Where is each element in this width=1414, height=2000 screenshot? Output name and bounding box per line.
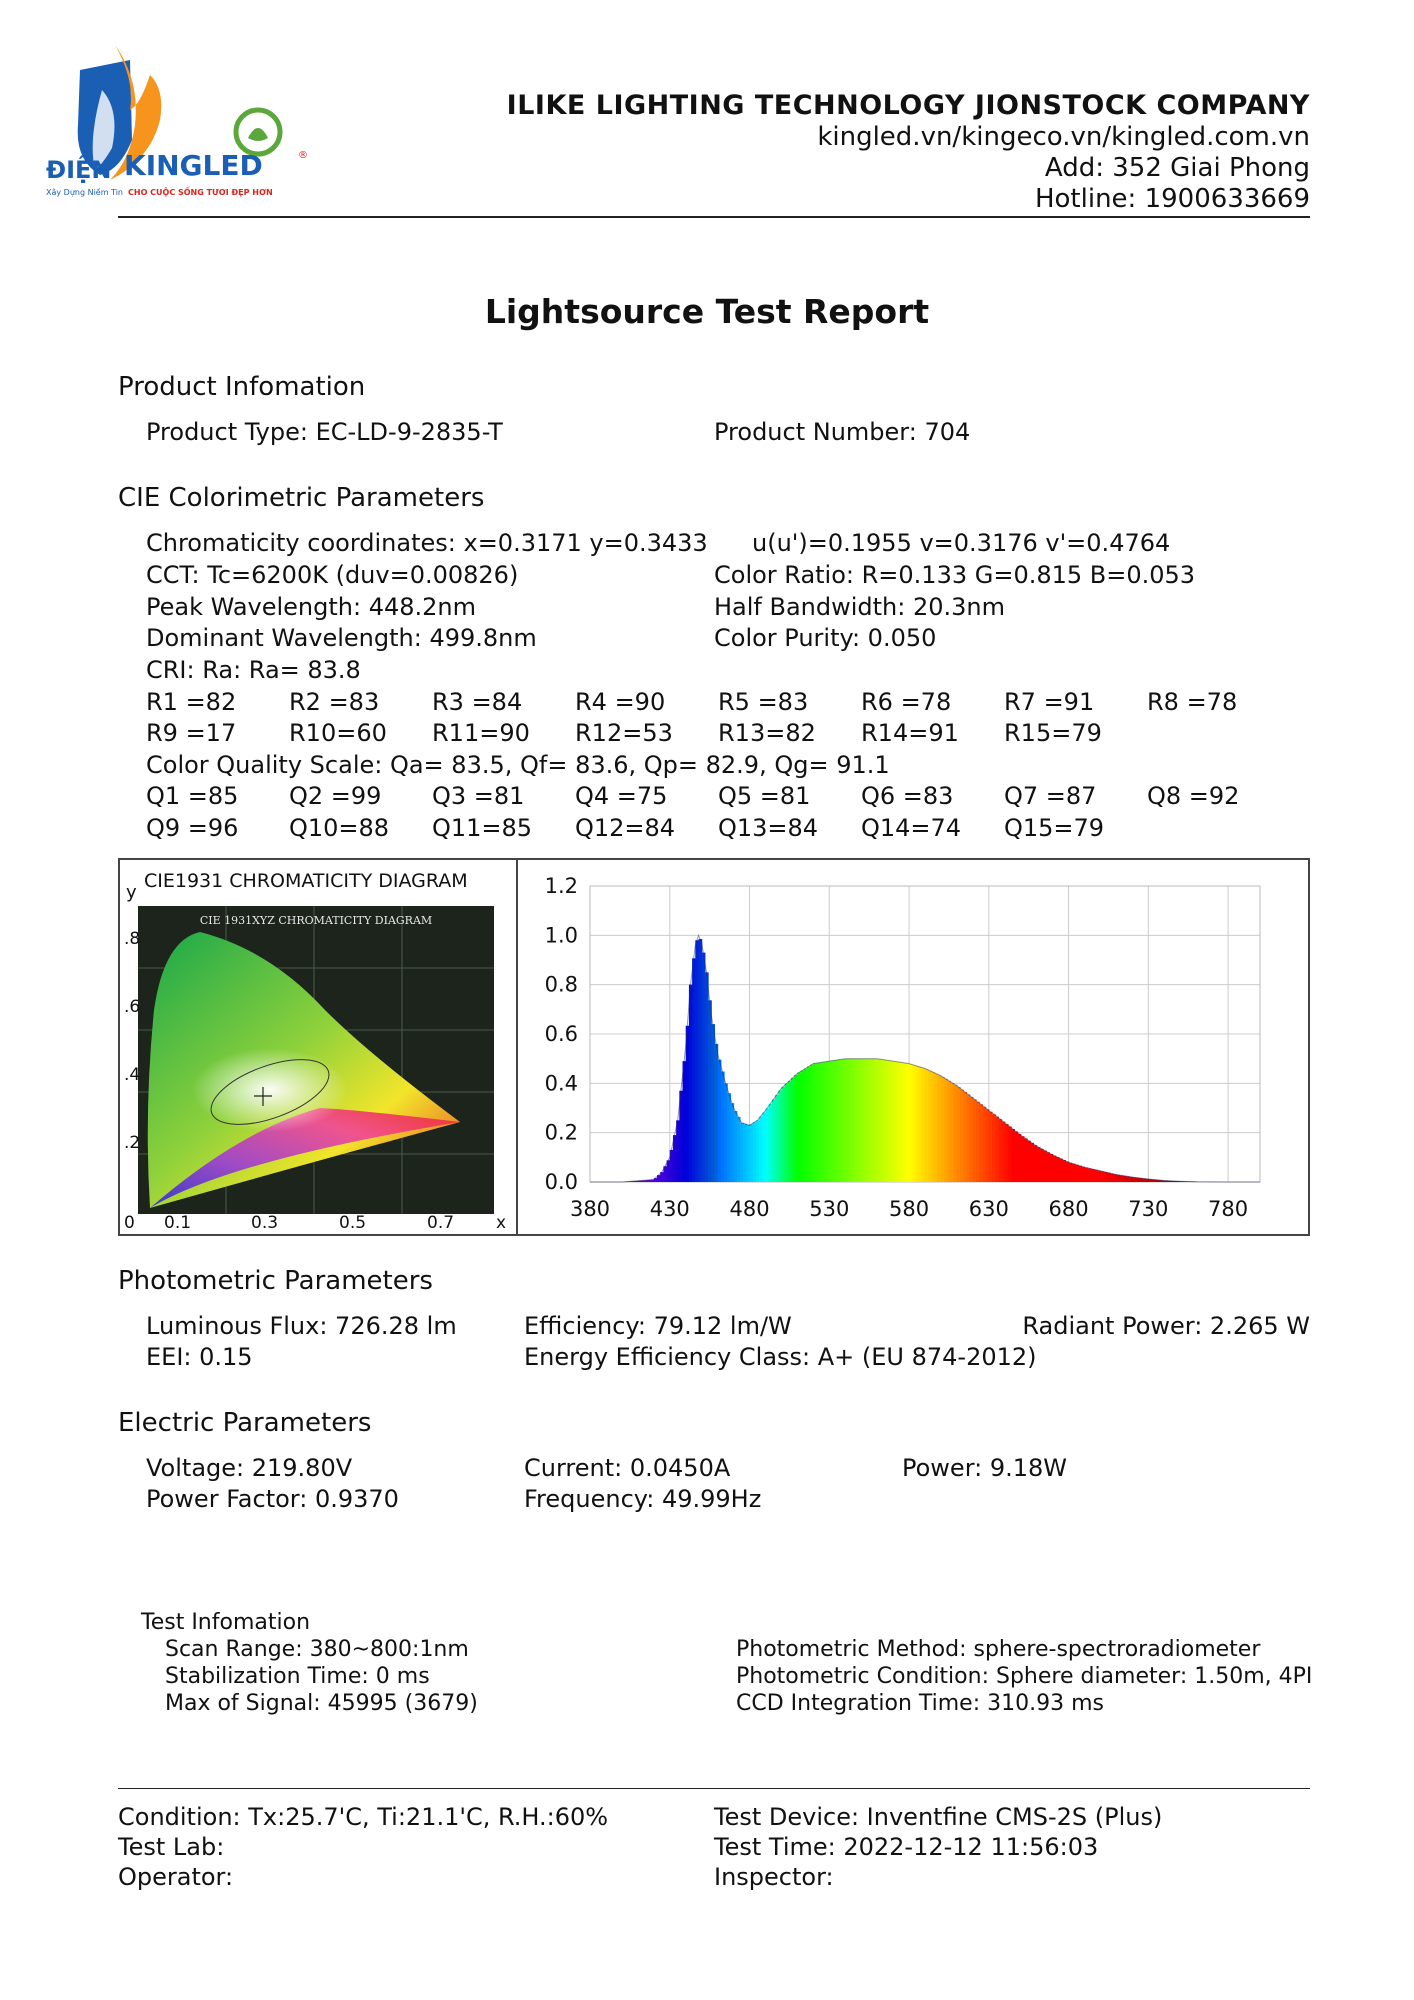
company-address: Add: 352 Giai Phong [1044,153,1310,183]
svg-text:ĐIỆN: ĐIỆN [46,156,112,184]
chart-box [118,858,1310,1236]
r-value: R13=82 [718,719,816,747]
product-number: Product Number: 704 [714,418,971,446]
x-tick-label: 780 [1208,1197,1249,1221]
radiant-power: Radiant Power: 2.265 W [1022,1312,1310,1340]
cie-x-axis-label: x [496,1213,507,1233]
y-tick-label: 0.6 [544,1022,578,1046]
cie-x-tick: 0.7 [427,1213,455,1233]
cie-x-tick: 0.3 [251,1213,279,1233]
max-signal: Max of Signal: 45995 (3679) [165,1691,478,1716]
cie-inner-title: CIE 1931XYZ CHROMATICITY DIAGRAM [199,914,433,927]
test-time: Test Time: 2022-12-12 11:56:03 [714,1833,1099,1861]
stabilization-time: Stabilization Time: 0 ms [165,1664,430,1689]
photometric-condition: Photometric Condition: Sphere diameter: 1.50m, 4PI [736,1664,1313,1689]
current: Current: 0.0450A [524,1454,731,1482]
power-factor: Power Factor: 0.9370 [146,1485,399,1513]
svg-text:KINGLED: KINGLED [124,149,263,182]
cri-value: CRI: Ra: Ra= 83.8 [146,656,361,684]
y-tick-label: 0.2 [544,1120,578,1145]
x-tick-label: 680 [1048,1197,1089,1221]
cie-y-tick: .4 [124,1065,141,1085]
test-condition: Condition: Tx:25.7'C, Ti:21.1'C, R.H.:60% [118,1803,609,1831]
q-value: Q9 =96 [146,814,239,842]
r-value: R2 =83 [289,688,380,716]
y-tick-label: 0.0 [544,1170,578,1194]
chromaticity-coordinates: Chromaticity coordinates: x=0.3171 y=0.3433 [146,529,708,557]
operator: Operator: [118,1863,234,1891]
q-value: Q12=84 [575,814,676,842]
eei-value: EEI: 0.15 [146,1343,253,1371]
svg-text:®: ® [298,150,308,161]
report-title: Lightsource Test Report [484,292,930,331]
ccd-integration-time: CCD Integration Time: 310.93 ms [736,1691,1104,1716]
r-value: R9 =17 [146,719,237,747]
svg-text:Xây Dựng Niềm Tin: Xây Dựng Niềm Tin [46,188,123,197]
cie-diagram [120,860,516,1234]
electric-heading: Electric Parameters [118,1408,372,1438]
q-value: Q14=74 [861,814,962,842]
x-tick-label: 630 [968,1197,1009,1221]
inspector: Inspector: [714,1863,834,1891]
r-value: R10=60 [289,719,387,747]
uv-coordinates: u(u')=0.1955 v=0.3176 v'=0.4764 [752,529,1171,557]
q-value: Q4 =75 [575,782,668,810]
color-quality-scale: Color Quality Scale: Qa= 83.5, Qf= 83.6, Qp= 82.9, Qg= 91.1 [146,751,890,779]
r-value: R6 =78 [861,688,952,716]
test-info-heading: Test Infomation [141,1610,311,1635]
product-type: Product Type: EC-LD-9-2835-T [146,418,503,446]
r-value: R11=90 [432,719,530,747]
efficiency: Efficiency: 79.12 lm/W [524,1312,792,1340]
r-value: R5 =83 [718,688,809,716]
q-value: Q15=79 [1004,814,1105,842]
q-value: Q7 =87 [1004,782,1097,810]
q-value: Q3 =81 [432,782,525,810]
q-value: Q2 =99 [289,782,382,810]
cct-value: CCT: Tc=6200K (duv=0.00826) [146,561,519,589]
photometric-method: Photometric Method: sphere-spectroradiometer [736,1637,1261,1662]
r-value: R15=79 [1004,719,1102,747]
product-heading: Product Infomation [118,372,366,402]
q-value: Q5 =81 [718,782,811,810]
color-ratio: Color Ratio: R=0.133 G=0.815 B=0.053 [714,561,1196,589]
y-tick-label: 0.8 [544,972,578,997]
x-tick-label: 730 [1128,1197,1169,1221]
cie-x-tick: 0 [124,1213,135,1233]
q-value: Q10=88 [289,814,390,842]
q-value: Q8 =92 [1147,782,1240,810]
spectrum-chart-panel [518,860,1308,1234]
r-value: R1 =82 [146,688,237,716]
x-tick-label: 430 [649,1197,690,1221]
q-value: Q11=85 [432,814,533,842]
y-tick-label: 1.2 [544,874,578,898]
y-tick-label: 0.4 [544,1071,578,1096]
r-value: R12=53 [575,719,673,747]
color-purity: Color Purity: 0.050 [714,624,937,652]
cie-y-tick: .2 [124,1133,141,1153]
spectrum-chart [518,860,1308,1234]
q-value: Q13=84 [718,814,819,842]
footer-divider [118,1788,1310,1789]
peak-wavelength: Peak Wavelength: 448.2nm [146,593,476,621]
cie-y-axis-label: y [126,882,137,903]
company-website: kingled.vn/kingeco.vn/kingled.com.vn [817,122,1310,152]
test-lab: Test Lab: [118,1833,225,1861]
photometric-heading: Photometric Parameters [118,1266,433,1296]
x-tick-label: 380 [569,1197,611,1221]
r-value: R14=91 [861,719,959,747]
luminous-flux: Luminous Flux: 726.28 lm [146,1312,457,1340]
company-logo [40,30,310,210]
company-name: ILIKE LIGHTING TECHNOLOGY JIONSTOCK COMPANY [506,90,1310,121]
x-tick-label: 530 [809,1197,850,1221]
frequency: Frequency: 49.99Hz [524,1485,762,1513]
company-hotline: Hotline: 1900633669 [1034,184,1310,214]
svg-text:CHO CUỘC SỐNG TƯƠI ĐẸP HƠN: CHO CUỘC SỐNG TƯƠI ĐẸP HƠN [128,188,273,197]
cie-x-tick: 0.1 [164,1213,192,1233]
r-value: R4 =90 [575,688,666,716]
half-bandwidth: Half Bandwidth: 20.3nm [714,593,1006,621]
power: Power: 9.18W [902,1454,1068,1482]
cie-y-tick: .6 [124,997,141,1017]
scan-range: Scan Range: 380~800:1nm [165,1637,469,1662]
cie-x-tick: 0.5 [339,1213,367,1233]
cie-y-tick: .8 [124,929,141,949]
y-tick-label: 1.0 [544,923,578,948]
r-value: R3 =84 [432,688,523,716]
q-value: Q1 =85 [146,782,239,810]
energy-class: Energy Efficiency Class: A+ (EU 874-2012) [524,1343,1037,1371]
voltage: Voltage: 219.80V [146,1454,353,1482]
q-value: Q6 =83 [861,782,954,810]
r-value: R8 =78 [1147,688,1238,716]
x-tick-label: 580 [889,1197,930,1221]
header-divider [118,216,1310,218]
x-tick-label: 480 [729,1197,770,1221]
test-device: Test Device: Inventfine CMS-2S (Plus) [714,1803,1163,1831]
cie-diagram-title: CIE1931 CHROMATICITY DIAGRAM [144,870,468,892]
r-value: R7 =91 [1004,688,1095,716]
cie-diagram-panel [120,860,518,1234]
cie-heading: CIE Colorimetric Parameters [118,483,485,513]
dominant-wavelength: Dominant Wavelength: 499.8nm [146,624,537,652]
